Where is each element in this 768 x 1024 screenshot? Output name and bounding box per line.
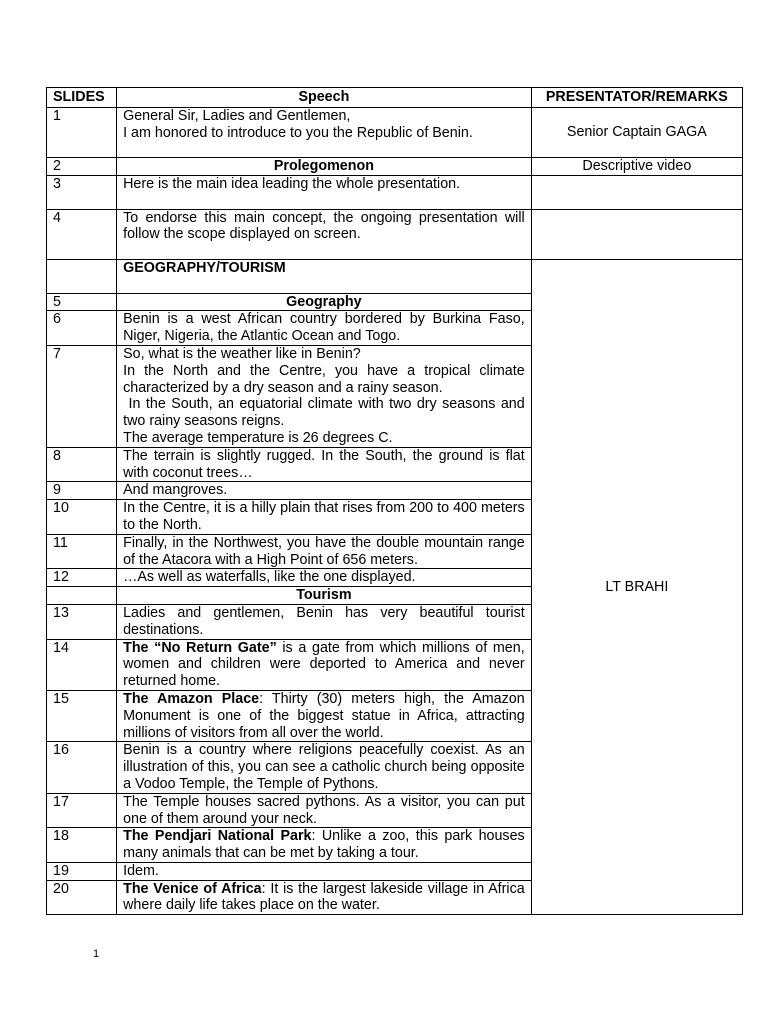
slide-number: 5	[47, 293, 117, 311]
remark-cell	[531, 175, 742, 209]
speech-cell	[117, 828, 532, 863]
speech-cell: In the Centre, it is a hilly plain that rises from 200 to 400 meters to the North.	[117, 500, 532, 535]
slide-number: 16	[47, 742, 117, 793]
speech-cell: Ladies and gentlemen, Benin has very beautiful tourist destinations.	[117, 604, 532, 639]
slide-number: 13	[47, 604, 117, 639]
speech-cell	[117, 639, 532, 690]
slide-number: 4	[47, 209, 117, 259]
section-heading: GEOGRAPHY/TOURISM	[117, 259, 532, 293]
speech-cell: Finally, in the Northwest, you have the double mountain range of the Atacora with a High Point of 656 meters.	[117, 534, 532, 569]
remark-cell	[531, 209, 742, 259]
slide-number	[47, 587, 117, 605]
speech-text: : Unlike a zoo, this park houses many animals that can be met by taking a tour.	[123, 828, 525, 862]
slide-number: 7	[47, 345, 117, 447]
remark-cell: Descriptive video	[531, 157, 742, 175]
speech-bold-lead: The “No Return Gate”	[123, 639, 277, 656]
slide-number: 2	[47, 157, 117, 175]
slide-number: 14	[47, 639, 117, 690]
slide-number: 12	[47, 569, 117, 587]
speech-column-header: Speech	[117, 88, 532, 108]
speech-cell: Benin is a country where religions peacefully coexist. As an illustration of this, you can see a catholic church being opposite a Vodoo Temple, the Temple of Pythons.	[117, 742, 532, 793]
table-header-row	[47, 88, 743, 108]
slide-number: 8	[47, 447, 117, 482]
speech-cell	[117, 690, 532, 741]
slide-number: 1	[47, 107, 117, 157]
table-row	[47, 175, 743, 209]
slide-number: 11	[47, 534, 117, 569]
speech-cell: Idem.	[117, 862, 532, 880]
slide-number: 18	[47, 828, 117, 863]
speech-line: General Sir, Ladies and Gentlemen,	[123, 107, 351, 124]
slide-number: 3	[47, 175, 117, 209]
section-heading: Tourism	[117, 587, 532, 605]
presenter-remark: LT BRAHI	[531, 259, 742, 915]
section-heading: Prolegomenon	[117, 157, 532, 175]
speech-cell: …As well as waterfalls, like the one displayed.	[117, 569, 532, 587]
table-row	[47, 259, 743, 293]
slides-column-header: SLIDES	[47, 88, 117, 108]
slide-number: 20	[47, 880, 117, 915]
speech-line: So, what is the weather like in Benin?	[123, 345, 361, 362]
slide-number: 6	[47, 311, 117, 346]
speech-cell	[117, 880, 532, 915]
speech-cell: Benin is a west African country bordered by Burkina Faso, Niger, Nigeria, the Atlantic Ocean and Togo.	[117, 311, 532, 346]
section-heading: Geography	[117, 293, 532, 311]
speech-cell: And mangroves.	[117, 482, 532, 500]
speech-line: In the North and the Centre, you have a tropical climate characterized by a dry season and a rainy season.	[123, 362, 525, 396]
remarks-column-header: PRESENTATOR/REMARKS	[531, 88, 742, 108]
slide-number: 19	[47, 862, 117, 880]
speech-bold-lead: The Amazon Place	[123, 690, 260, 707]
speech-text: : Thirty (30) meters high, the Amazon Monument is one of the biggest statue in Africa, attracting millions of visitors from all over the world.	[123, 690, 525, 741]
speech-cell: To endorse this main concept, the ongoing presentation will follow the scope displayed on screen.	[117, 209, 532, 259]
speech-cell: Here is the main idea leading the whole presentation.	[117, 175, 532, 209]
speech-line: In the South, an equatorial climate with two dry seasons and two rainy seasons reigns.	[123, 396, 529, 430]
slide-number: 15	[47, 690, 117, 741]
slide-number: 10	[47, 500, 117, 535]
speech-bold-lead: The Pendjari National Park	[123, 828, 312, 845]
speech-line: The average temperature is 26 degrees C.	[123, 429, 393, 446]
speech-cell	[117, 107, 532, 157]
slide-number: 17	[47, 793, 117, 828]
remark-cell: Senior Captain GAGA	[531, 107, 742, 157]
slide-number	[47, 259, 117, 293]
table-row	[47, 107, 743, 157]
table-row	[47, 209, 743, 259]
speech-cell: The Temple houses sacred pythons. As a visitor, you can put one of them around your neck.	[117, 793, 532, 828]
speech-cell: The terrain is slightly rugged. In the South, the ground is flat with coconut trees…	[117, 447, 532, 482]
slide-number: 9	[47, 482, 117, 500]
speech-bold-lead: The Venice of Africa	[123, 880, 262, 897]
table-row	[47, 157, 743, 175]
speech-line: I am honored to introduce to you the Republic of Benin.	[123, 124, 473, 141]
speech-table	[46, 87, 743, 915]
speech-cell	[117, 345, 532, 447]
speech-text: is a gate from which millions of men, women and children were deported to America and never returned home.	[123, 639, 525, 690]
page-number: 1	[93, 948, 100, 960]
speech-text: : It is the largest lakeside village in Africa where daily life takes place on the water.	[123, 880, 525, 914]
